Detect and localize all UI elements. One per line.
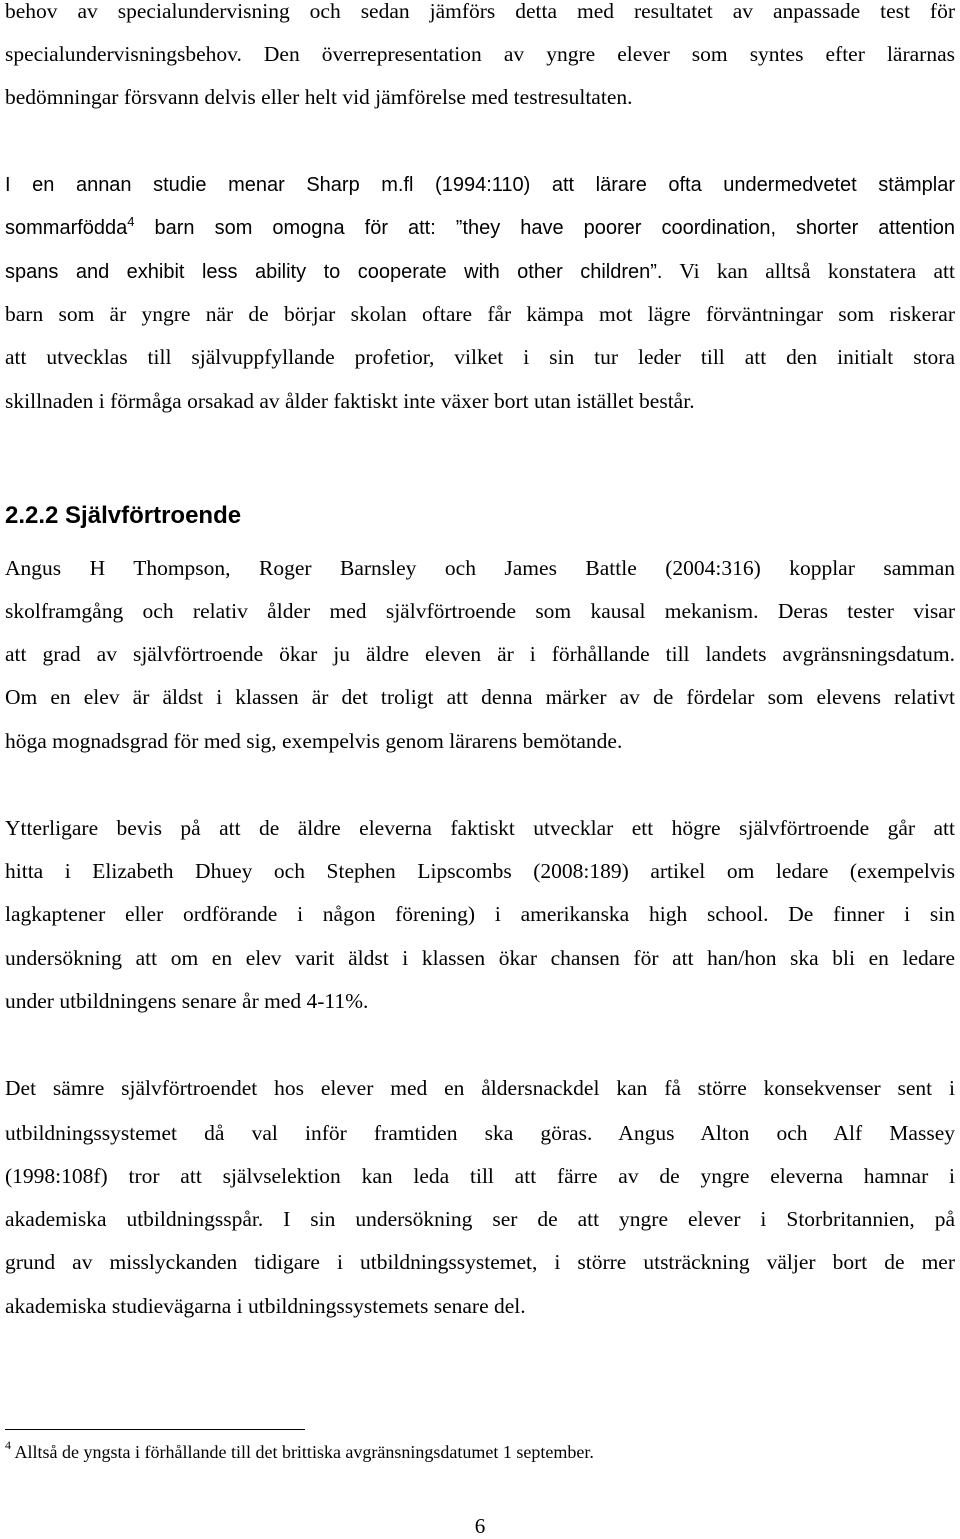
footnote-text: Alltså de yngsta i förhållande till det brittiska avgränsningsdatumet 1 september. <box>11 1442 594 1462</box>
paragraph-4-line-3: lagkaptener eller ordförande i någon förening) i amerikanska high school. De finner i sin <box>5 902 955 926</box>
quote-end: spans and exhibit less ability to cooperate with other children”. <box>5 261 663 283</box>
paragraph-2-line-2-start: sommarfödda <box>5 217 128 239</box>
paragraph-3-line-2: skolframgång och relativ ålder med självförtroende som kausal mekanism. Deras tester visar <box>5 599 955 623</box>
footnote-marker: 4 <box>5 1438 11 1452</box>
paragraph-3-line-1: Angus H Thompson, Roger Barnsley och James Battle (2004:316) kopplar samman <box>5 556 955 580</box>
paragraph-2-line-6: skillnaden i förmåga orsakad av ålder faktiskt inte växer bort utan istället består. <box>5 389 695 413</box>
paragraph-3-line-4: Om en elev är äldst i klassen är det troligt att denna märker av de fördelar som elevens relativt <box>5 685 955 709</box>
paragraph-1-line-2: specialundervisningsbehov. Den överrepresentation av yngre elever som syntes efter lärarnas <box>5 42 955 66</box>
page-number: 6 <box>474 1514 486 1538</box>
paragraph-1-line-3: bedömningar försvann delvis eller helt vid jämförelse med testresultaten. <box>5 85 633 109</box>
paragraph-2-line-2 <box>5 215 955 241</box>
paragraph-2-line-2-end: barn som omogna för att: ”they have poorer coordination, shorter attention <box>134 217 955 239</box>
paragraph-2-line-3-end: Vi kan alltså konstatera att <box>662 259 955 283</box>
paragraph-4-line-4: undersökning att om en elev varit äldst i klassen ökar chansen för att han/hon ska bli en ledare <box>5 946 955 970</box>
paragraph-3-line-5: höga mognadsgrad för med sig, exempelvis genom lärarens bemötande. <box>5 729 623 753</box>
paragraph-1-line-1: behov av specialundervisning och sedan jämförs detta med resultatet av anpassade test för <box>5 0 955 23</box>
paragraph-4-line-5: under utbildningens senare år med 4-11%. <box>5 989 369 1013</box>
paragraph-5-line-6: akademiska studievägarna i utbildningssystemets senare del. <box>5 1294 526 1318</box>
paragraph-4-line-2: hitta i Elizabeth Dhuey och Stephen Lipscombs (2008:189) artikel om ledare (exempelvis <box>5 859 955 883</box>
section-heading: 2.2.2 Självförtroende <box>5 502 242 529</box>
paragraph-2-line-3 <box>5 258 955 285</box>
paragraph-2-line-5: att utvecklas till självuppfyllande profetior, vilket i sin tur leder till att den initialt stora <box>5 345 955 369</box>
footnote-reference: 4 <box>127 214 135 229</box>
footnote <box>5 1438 594 1463</box>
paragraph-5-line-1: Det sämre självförtroendet hos elever med en åldersnackdel kan få större konsekvenser sent i <box>5 1076 955 1100</box>
paragraph-5-line-3: (1998:108f) tror att självselektion kan leda till att färre av de yngre eleverna hamnar i <box>5 1164 955 1188</box>
footnote-divider <box>5 1429 305 1430</box>
paragraph-2-line-1: I en annan studie menar Sharp m.fl (1994:110) att lärare ofta undermedvetet stämplar <box>5 174 955 196</box>
paragraph-4-line-1: Ytterligare bevis på att de äldre eleverna faktiskt utvecklar ett högre självförtroende går att <box>5 816 955 840</box>
paragraph-2-line-4: barn som är yngre när de börjar skolan oftare får kämpa mot lägre förväntningar som riskerar <box>5 302 955 326</box>
paragraph-5-line-4: akademiska utbildningsspår. I sin undersökning ser de att yngre elever i Storbritannien, på <box>5 1207 955 1231</box>
paragraph-5-line-2: utbildningssystemet då val inför framtiden ska göras. Angus Alton och Alf Massey <box>5 1121 955 1145</box>
paragraph-3-line-3: att grad av självförtroende ökar ju äldre eleven är i förhållande till landets avgränsningsdatum. <box>5 642 955 666</box>
paragraph-5-line-5: grund av misslyckanden tidigare i utbildningssystemet, i större utsträckning väljer bort de mer <box>5 1250 955 1274</box>
